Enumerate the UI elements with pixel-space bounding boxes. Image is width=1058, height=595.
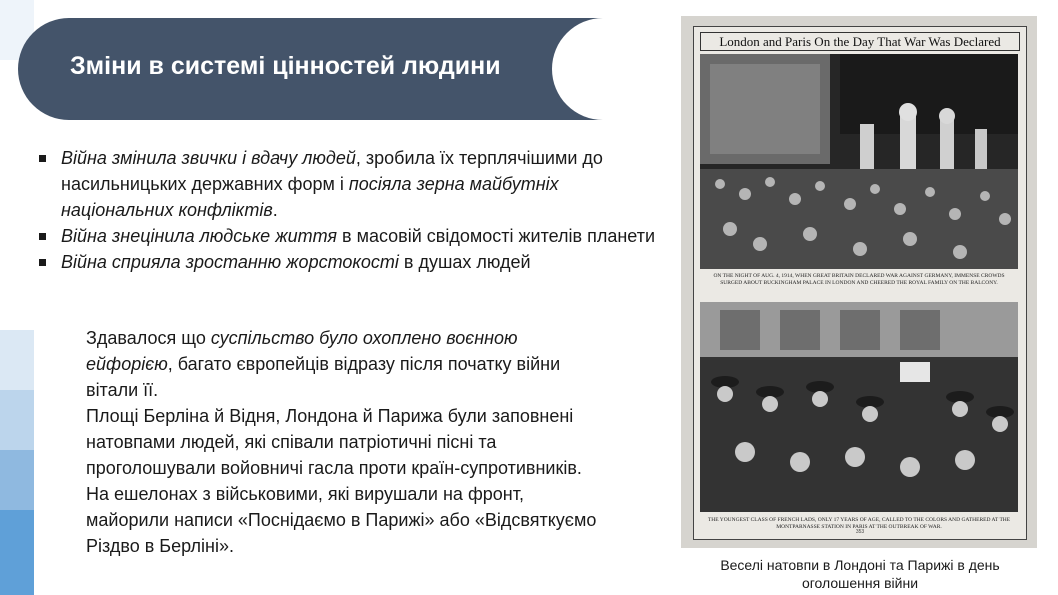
london-photo-caption: ON THE NIGHT OF AUG. 4, 1914, WHEN GREAT BRITAIN DECLARED WAR AGAINST GERMANY, IMMENSE CROWDS SURGED ABOUT BUCKINGHAM PALACE IN LONDON AND CHEERED THE ROYAL FAMILY ON THE BALCONY. xyxy=(713,273,1005,286)
paragraph-line: На ешелонах з військовими, які вирушали на фронт, майорили написи «Поснідаємо в Парижі» або «Відсвяткуємо Різдво в Берліні». xyxy=(86,484,597,556)
bullet-text: в масовій свідомості жителів планети xyxy=(337,226,656,246)
london-crowd-image xyxy=(700,54,1018,269)
decor-tile xyxy=(0,330,34,390)
bullet-marker-icon xyxy=(39,155,46,162)
slide-title: Зміни в системі цінностей людини xyxy=(70,52,501,80)
decor-tile xyxy=(0,510,34,595)
decor-tile xyxy=(0,390,34,450)
bullet-list xyxy=(36,145,656,275)
paragraph-emphasis: суспільство було охоплено воєнною ейфорією xyxy=(86,328,518,374)
body-paragraph xyxy=(86,325,606,559)
newspaper-page xyxy=(693,26,1027,540)
bullet-item xyxy=(36,223,656,249)
paragraph-text: Здавалося що xyxy=(86,328,211,348)
london-crowd-photo xyxy=(700,54,1018,269)
bullet-item xyxy=(36,145,656,223)
paris-crowd-image xyxy=(700,302,1018,512)
historical-photo xyxy=(681,16,1037,548)
bullet-text: . xyxy=(272,200,278,220)
paragraph-line xyxy=(86,325,606,403)
bullet-text: , зробила їх терплячішими до насильницьких державних форм і xyxy=(61,148,603,194)
newspaper-page-number: 353 xyxy=(855,529,865,535)
photo-caption: Веселі натовпи в Лондоні та Парижі в день оголошення війни xyxy=(720,557,1000,591)
bullet-emphasis: Війна знецінила людське життя xyxy=(61,226,337,246)
bullet-item xyxy=(36,249,656,275)
bullet-text: в душах людей xyxy=(398,252,531,272)
bullet-marker-icon xyxy=(39,259,46,266)
paragraph-line: Площі Берліна й Відня, Лондона й Парижа були заповнені натовпами людей, які співали патріотичні пісні та проголошували войовничі гасла проти країн-супротивників. xyxy=(86,406,582,478)
paris-photo-caption: THE YOUNGEST CLASS OF FRENCH LADS, ONLY 17 YEARS OF AGE, CALLED TO THE COLORS AND GATHERED AT THE MONTPARNASSE STATION IN PARIS AT THE OUTBREAK OF WAR. xyxy=(707,517,1011,530)
bullet-emphasis: посіяла зерна майбутніх національних конфліктів xyxy=(61,174,559,220)
paragraph-text: , багато європейців відразу після початку війни вітали її. xyxy=(86,354,561,400)
decor-tile xyxy=(0,450,34,510)
bullet-emphasis: Війна сприяла зростанню жорстокості xyxy=(61,252,399,272)
paris-crowd-photo xyxy=(700,302,1018,512)
bullet-marker-icon xyxy=(39,233,46,240)
newspaper-headline: London and Paris On the Day That War Was Declared xyxy=(700,32,1020,51)
bullet-emphasis: Війна змінила звички і вдачу людей xyxy=(61,148,356,168)
